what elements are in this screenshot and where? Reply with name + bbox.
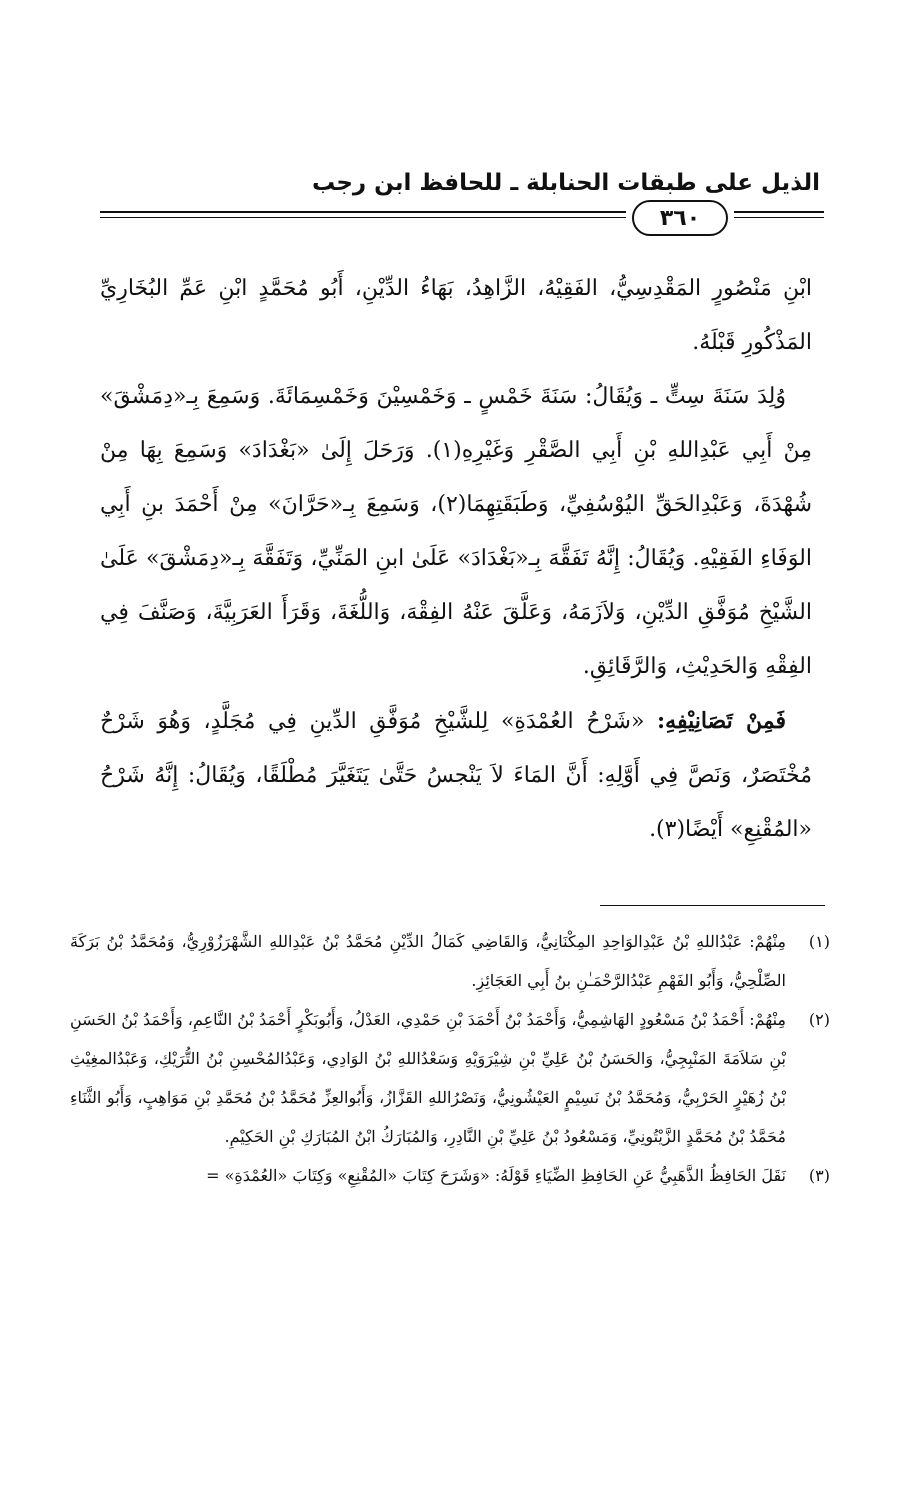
header-rule-left-thin [100,217,626,218]
footnote-number: (١) [808,932,830,951]
paragraph-3 [100,694,812,857]
footnotes [70,922,830,1195]
footnote-number: (٢) [808,1010,830,1029]
main-text [100,262,812,857]
footnote-3 [70,1156,830,1195]
paragraph-3-lead: فَمِنْ تَصَانِيْفِهِ: [657,708,786,734]
footnote-text: نَقَلَ الحَافِظُ الذَّهَبِيُّ عَنِ الحَافِظِ الضِّيَاءِ قَوْلَهُ: «وَشَرَحَ كِتَابَ «المُقْنِعِ» وَكِتَابَ «العُمْدَةِ» = [206,1166,786,1185]
footnote-text: مِنْهُمْ: أَحْمَدُ بْنُ مَسْعُودٍ الهَاشِمِيُّ، وَأَحْمَدُ بْنُ أَحْمَدَ بْنِ حَمْدِي، العَدْلُ، وَأَبُوبَكْرٍ أَحْمَدُ بْنُ النَّاعِمِ، وَأَحْمَدُ بْنُ الحَسَنِ بْنِ سَلاَمَةَ المَنْبِجِيُّ، وَالحَسَنُ بْنُ عَلِيِّ بْنِ شِيْرَوَيْهِ وَسَعْدُاللهِ بْنُ الوَادِي، وَعَبْدُالمُحْسِنِ بْنُ التُّرَيْكِ، وَعَبْدُالمغِيْثِ بْنُ زُهَيْرٍ الحَرْبِيُّ، وَمُحَمَّدُ بْنُ نَسِيْمٍ العَيْشُونِيُّ، وَنَصْرُاللهِ القَزَّازُ، وَأَبُوالعِزِّ مُحَمَّدُ بْنُ مُحَمَّدِ بْنِ مَوَاهِبٍ، وَأَبُو الثَّنَاءِ مُحَمَّدُ بْنُ مُحَمَّدٍ الزَّيْتُونِيِّ، وَمَسْعُودُ بْنُ عَلِيِّ بْنِ النَّادِرِ، وَالمُبَارَكُ ابْنُ المُبَارَكِ بْنِ الحَكِيْمِ. [70,1010,786,1146]
footnote-2 [70,1000,830,1156]
paragraph-3-text: «شَرْحُ العُمْدَةِ» لِلشَّيْخِ مُوَفَّقِ الدِّينِ فِي مُجَلَّدٍ، وَهُوَ شَرْحٌ مُخْتَصَرٌ، وَنَصَّ فِي أَوَّلِهِ: أَنَّ المَاءَ لاَ يَنْجسُ حَتَّىٰ يَتَغَيَّرَ مُطْلَقًا، وَيُقَالُ: إِنَّهُ شَرْحُ «المُقْنِعِ» أَيْضًا(٣). [100,709,812,842]
header-rule-right-thin [734,217,824,218]
footnote-1 [70,922,830,1000]
header-rule-right [734,211,824,213]
paragraph-1: ابْنِ مَنْصُورٍ المَقْدِسِيُّ، الفَقِيْهُ، الزَّاهِدُ، بَهَاءُ الدِّيْنِ، أَبُو مُحَمَّدٍ ابْنِ عَمِّ البُخَارِيِّ المَذْكُورِ قَبْلَهُ. [100,276,812,355]
header-rule-left [100,211,626,213]
footnote-number: (٣) [808,1166,830,1185]
footnote-separator [600,905,825,906]
page-number: ٣٦٠ [632,200,728,236]
footnote-text: مِنْهُمْ: عَبْدُاللهِ بْنُ عَبْدِالوَاحِدِ المِكْنَانِيُّ، وَالقَاضِي كَمَالُ الدِّيْنِ مُحَمَّدُ بْنُ عَبْدِاللهِ الشَّهْرَزُوْرِيُّ، وَمُحَمَّدُ بْنُ بَرَكَةَ الصِّلْحِيُّ، وَأَبُو الفَهْمِ عَبْدُالرَّحْمَـٰنِ بنُ أَبِي العَجَائِزِ. [70,932,786,990]
paragraph-2: وُلِدَ سَنَةَ سِتٍّ ـ وَيُقَالُ: سَنَةَ خَمْسٍ ـ وَخَمْسِيْنَ وَخَمْسِمَائَةَ. وَسَمِعَ بِـ«دِمَشْقَ» مِنْ أَبِي عَبْدِاللهِ بْنِ أَبِي الصَّقْرِ وَغَيْرِهِ(١). وَرَحَلَ إِلَىٰ «بَغْدَادَ» وَسَمِعَ بِهَا مِنْ شُهْدَةَ، وَعَبْدِالحَقِّ اليُوْسُفِيِّ، وَطَبَقَتِهِمَا(٢)، وَسَمِعَ بِـ«حَرَّانَ» مِنْ أَحْمَدَ بنِ أَبِي الوَفَاءِ الفَقِيْهِ. وَيُقَالُ: إِنَّهُ تَفَقَّهَ بِـ«بَغْدَادَ» عَلَىٰ ابنِ المَنِّيِّ، وَتَفَقَّهَ بِـ«دِمَشْقَ» عَلَىٰ الشَّيْخِ مُوَفَّقِ الدِّيْنِ، وَلاَزَمَهُ، وَعَلَّقَ عَنْهُ الفِقْهَ، وَاللُّغَةَ، وَقَرَأَ العَرَبِيَّةَ، وَصَنَّفَ فِي الفِقْهِ وَالحَدِيْثِ، وَالرَّقَائِقِ. [100,384,813,679]
running-title: الذيل على طبقات الحنابلة ـ للحافظ ابن رجب [311,170,820,196]
